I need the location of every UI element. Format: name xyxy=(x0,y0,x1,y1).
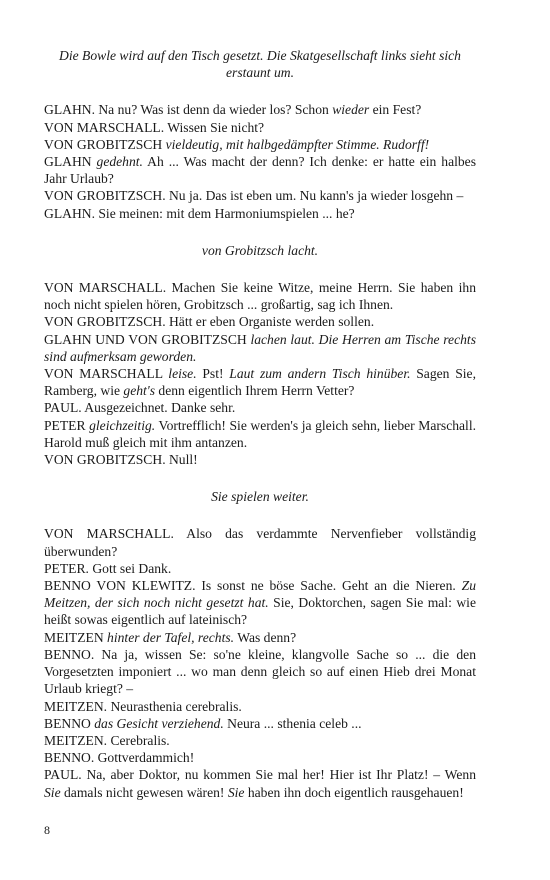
stage-direction xyxy=(44,488,476,505)
text-run: Die Bowle wird auf den Tisch gesetzt. Die Skatgesellschaft links sieht sich erstaunt um. xyxy=(59,48,461,81)
dialogue-line xyxy=(44,749,476,766)
italic-text: Laut zum andern Tisch hinüber. xyxy=(229,366,411,382)
text-run: Pst! xyxy=(196,366,230,382)
text-run: BENNO xyxy=(44,715,95,731)
text-run: GLAHN xyxy=(44,154,97,170)
text-run: VON MARSCHALL. Wissen Sie nicht? xyxy=(44,119,265,135)
dialogue-line xyxy=(44,629,476,646)
text-run: GLAHN. Na nu? Was ist denn da wieder los? Schon xyxy=(44,102,333,118)
text-run: Neura ... sthenia celeb ... xyxy=(223,715,362,731)
dialogue-line xyxy=(44,525,476,559)
italic-text: leise. xyxy=(168,366,197,382)
stage-direction xyxy=(44,47,476,81)
text-run: PETER. Gott sei Dank. xyxy=(44,560,172,576)
italic-text: wieder xyxy=(332,102,370,118)
dialogue-line xyxy=(44,399,476,416)
dialogue-line xyxy=(44,136,476,153)
italic-text: das Gesicht verziehend. xyxy=(94,715,224,731)
text-run: Vortrefflich! Sie werden's ja gleich sehn, lieber Marschall. Harold muß gleich mit ihm antanzen. xyxy=(44,417,477,450)
text-run: Sagen Sie, Ramberg, wie xyxy=(44,366,476,399)
italic-text: gedehnt. xyxy=(96,154,143,170)
text-run: BENNO. Gottverdammich! xyxy=(44,750,195,766)
dialogue-line xyxy=(44,365,476,399)
dialogue-line xyxy=(44,279,476,313)
dialogue-line xyxy=(44,119,476,136)
text-run: MEITZEN. Cerebralis. xyxy=(44,732,170,748)
play-text xyxy=(44,47,476,801)
dialogue-line xyxy=(44,732,476,749)
dialogue-line xyxy=(44,560,476,577)
dialogue-line xyxy=(44,698,476,715)
dialogue-line xyxy=(44,205,476,222)
text-run: VON MARSCHALL. Machen Sie keine Witze, meine Herrn. Sie haben ihn noch nicht spielen hören, Grobitzsch ... großartig, sag ich Ihnen. xyxy=(44,280,476,313)
italic-text: geht's xyxy=(123,383,156,399)
text-run: VON MARSCHALL. Also das verdammte Nervenfieber vollständig überwunden? xyxy=(44,526,476,559)
text-run: damals nicht gewesen wären! xyxy=(60,784,228,800)
page-number: 8 xyxy=(44,823,50,837)
dialogue-line xyxy=(44,715,476,732)
italic-text: hinter der Tafel, rechts. xyxy=(107,629,235,645)
dialogue-line xyxy=(44,766,476,800)
text-run: BENNO. Na ja, wissen Se: so'ne kleine, klangvolle Sache so ... die den Vorgesetzten imponiert ... wo man denn gleich so auf einen Hieb drei Monat Urlaub kriegt? – xyxy=(44,646,476,697)
dialogue-line xyxy=(44,153,476,187)
stage-direction xyxy=(44,242,476,259)
text-run: Sie, Doktorchen, sagen Sie mal: wie heißt sowas eigentlich auf lateinisch? xyxy=(44,595,476,628)
text-run: Sie spielen weiter. xyxy=(211,489,309,505)
dialogue-line xyxy=(44,646,476,698)
text-run: VON MARSCHALL xyxy=(44,366,169,382)
text-run: VON GROBITZSCH. Nu ja. Das ist eben um. Nu kann's ja wieder losgehn – xyxy=(44,188,464,204)
italic-text: Zu Meitzen, der sich noch nicht gesetzt hat. xyxy=(44,578,476,611)
text-run: Ah ... Was macht der denn? Ich denke: er hatte ein halbes Jahr Urlaub? xyxy=(44,154,476,187)
text-run: BENNO VON KLEWITZ. Is sonst ne böse Sache. Geht an die Nieren. xyxy=(44,578,462,594)
italic-text: Sie xyxy=(227,784,245,800)
text-run: denn eigentlich Ihrem Herrn Vetter? xyxy=(155,383,355,399)
dialogue-line xyxy=(44,101,476,118)
text-run: haben ihn doch eigentlich rausgehauen! xyxy=(244,784,464,800)
dialogue-line xyxy=(44,417,476,451)
italic-text: gleichzeitig. xyxy=(89,417,156,433)
dialogue-line xyxy=(44,313,476,330)
text-run: von Grobitzsch lacht. xyxy=(201,242,319,258)
text-run: MEITZEN xyxy=(44,629,108,645)
dialogue-line xyxy=(44,577,476,629)
text-run: PETER xyxy=(44,417,90,433)
text-run: GLAHN. Sie meinen: mit dem Harmoniumspielen ... he? xyxy=(44,205,355,221)
text-run: GLAHN UND VON GROBITZSCH xyxy=(44,331,251,347)
text-run: VON GROBITZSCH. Null! xyxy=(44,452,198,468)
text-run: PAUL. Na, aber Doktor, nu kommen Sie mal her! Hier ist Ihr Platz! – Wenn xyxy=(44,767,476,783)
italic-text: vieldeutig, mit halbgedämpfter Stimme. Rudorff! xyxy=(165,136,430,152)
text-run: VON GROBITZSCH xyxy=(44,136,166,152)
italic-text: lachen laut. Die Herren am Tische rechts sind aufmerksam geworden. xyxy=(44,331,476,364)
dialogue-line xyxy=(44,331,476,365)
text-run: VON GROBITZSCH. Hätt er eben Organiste werden sollen. xyxy=(44,314,375,330)
text-run: Was denn? xyxy=(234,629,297,645)
dialogue-line xyxy=(44,187,476,204)
text-run: PAUL. Ausgezeichnet. Danke sehr. xyxy=(44,400,236,416)
text-run: MEITZEN. Neurasthenia cerebralis. xyxy=(44,698,242,714)
italic-text: Sie xyxy=(44,784,61,800)
dialogue-line xyxy=(44,451,476,468)
text-run: ein Fest? xyxy=(369,102,422,118)
